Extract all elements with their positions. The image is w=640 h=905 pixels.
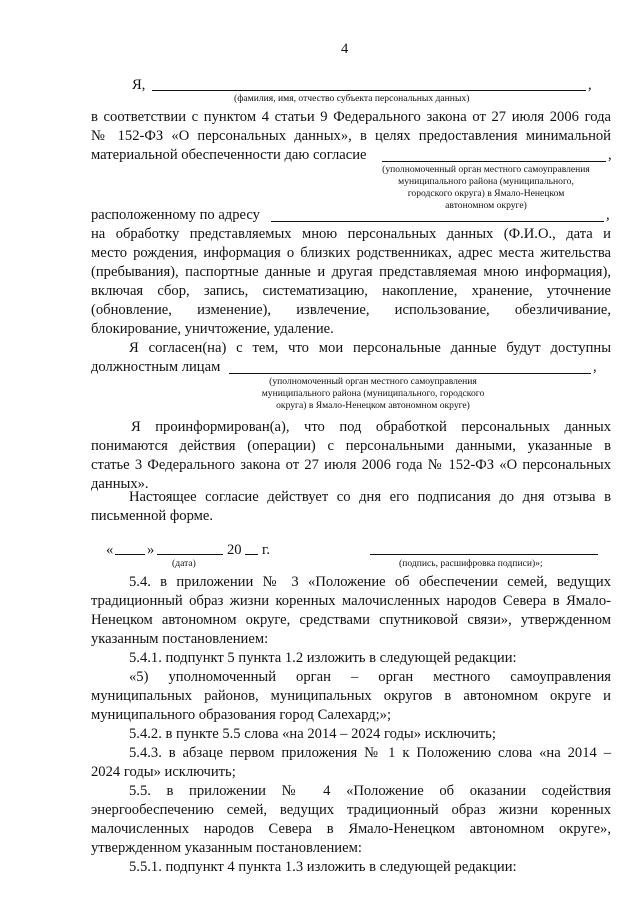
informed-line-1: Я проинформирован(а), что под обработкой персональных данных	[131, 419, 611, 435]
address-label: расположенному по адресу	[91, 207, 260, 223]
organ-blank-line	[382, 161, 606, 162]
fio-caption: (фамилия, имя, отчество субъекта персональных данных)	[234, 93, 470, 104]
consent1-body-4: включая сбор, запись, систематизацию, накопление, хранение, уточнение	[91, 283, 611, 299]
amendment-line-3: Ненецком автономном округе, средствами спутниковой связи», утвержденном	[91, 612, 611, 628]
date-caption: (дата)	[172, 558, 196, 569]
amendment-line-2: традиционный образ жизни коренных малочисленных народов Севера в Ямало-	[91, 593, 611, 609]
consent-ya: Я,	[132, 77, 146, 93]
validity-line-1: Настоящее согласие действует со дня его подписания до дня отзыва в	[129, 489, 611, 505]
amendment-line-11: 2024 годы» исключить;	[91, 764, 236, 780]
officials-caption-1: (уполномоченный орган местного самоуправления	[269, 376, 477, 387]
fio-blank-line	[152, 90, 586, 91]
amendment-line-15: утвержденном указанным постановлением:	[91, 840, 362, 856]
officials-blank-line	[229, 373, 591, 374]
officials-comma: ,	[593, 359, 597, 375]
organ-caption-1: (уполномоченный орган местного самоуправления	[382, 164, 590, 175]
organ-caption-2: муниципального района (муниципального,	[398, 176, 574, 187]
amendment-line-16: 5.5.1. подпункт 4 пункта 1.3 изложить в следующей редакции:	[129, 859, 517, 875]
amendment-line-1: 5.4. в приложении № 3 «Положение об обеспечении семей, ведущих	[129, 574, 611, 590]
officials-label: должностным лицам	[91, 359, 221, 375]
date-day-line	[115, 554, 145, 555]
date-year: 20	[227, 542, 242, 558]
consent1-line-3: материальной обеспеченности даю согласие	[91, 147, 367, 163]
amendment-line-9: 5.4.2. в пункте 5.5 слова «на 2014 – 2024 годы» исключить;	[129, 726, 496, 742]
informed-line-4: данных».	[91, 476, 149, 492]
consent1-body-6: блокирование, уничтожение, удаление.	[91, 321, 334, 337]
amendment-line-5: 5.4.1. подпункт 5 пункта 1.2 изложить в следующей редакции:	[129, 650, 517, 666]
consent1-body-1: на обработку представляемых мною персональных данных (Ф.И.О., дата и	[91, 226, 611, 242]
address-comma: ,	[606, 207, 610, 223]
amendment-line-10: 5.4.3. в абзаце первом приложения № 1 к Положению слова «на 2014 –	[129, 745, 611, 761]
consent1-body-2: место рождения, информация о близких родственниках, адрес места жительства	[91, 245, 611, 261]
date-year-line	[245, 554, 258, 555]
validity-line-2: письменной форме.	[91, 508, 214, 524]
date-open-quote: «	[106, 542, 114, 558]
amendment-line-13: энергообеспечению семей, ведущих традиционный образ жизни коренных	[91, 802, 611, 818]
organ-caption-4: автономном округе)	[445, 200, 527, 211]
amendment-line-12: 5.5. в приложении № 4 «Положение об оказании содействия	[129, 783, 611, 799]
signature-line	[370, 554, 598, 555]
consent1-line-1: в соответствии с пунктом 4 статьи 9 Федерального закона от 27 июля 2006 года	[91, 109, 611, 125]
date-month-line	[157, 554, 223, 555]
date-close-quote: »	[147, 542, 155, 558]
amendment-line-14: малочисленных народов Севера в Ямало-Ненецком автономном округе»,	[91, 821, 611, 837]
signature-caption: (подпись, расшифровка подписи)»;	[399, 558, 543, 569]
amendment-line-4: указанным постановлением:	[91, 631, 269, 647]
date-year-suffix: г.	[262, 542, 270, 558]
organ-caption-3: городского округа) в Ямало-Ненецком	[407, 188, 565, 199]
officials-caption-3: округа) в Ямало-Ненецком автономном округе)	[276, 400, 470, 411]
informed-line-2: понимаются действия (операции) с персональными данными, указанные в	[91, 438, 611, 454]
amendment-line-8: муниципального образования город Салехард;»;	[91, 707, 392, 723]
consent1-body-3: (пребывания), паспортные данные и другая представляемая мною информация),	[91, 264, 611, 280]
informed-line-3: статье 3 Федерального закона от 27 июля 2006 года № 152-ФЗ «О персональных	[91, 457, 611, 473]
page-number: 4	[341, 41, 349, 57]
amendment-line-7: муниципальных районов, муниципальных округов в автономном округе и	[91, 688, 611, 704]
organ-comma: ,	[608, 147, 612, 163]
consent1-line-2: № 152-ФЗ «О персональных данных», в целях предоставления минимальной	[91, 128, 611, 144]
consent2-line-1: Я согласен(на) с тем, что мои персональные данные будут доступны	[129, 340, 611, 356]
amendment-line-6: «5) уполномоченный орган – орган местного самоуправления	[129, 669, 611, 685]
consent1-body-5: (обновление, изменение), извлечение, использование, обезличивание,	[91, 302, 611, 318]
fio-comma: ,	[588, 77, 592, 93]
officials-caption-2: муниципального района (муниципального, городского	[261, 388, 485, 399]
address-blank-line	[271, 221, 604, 222]
